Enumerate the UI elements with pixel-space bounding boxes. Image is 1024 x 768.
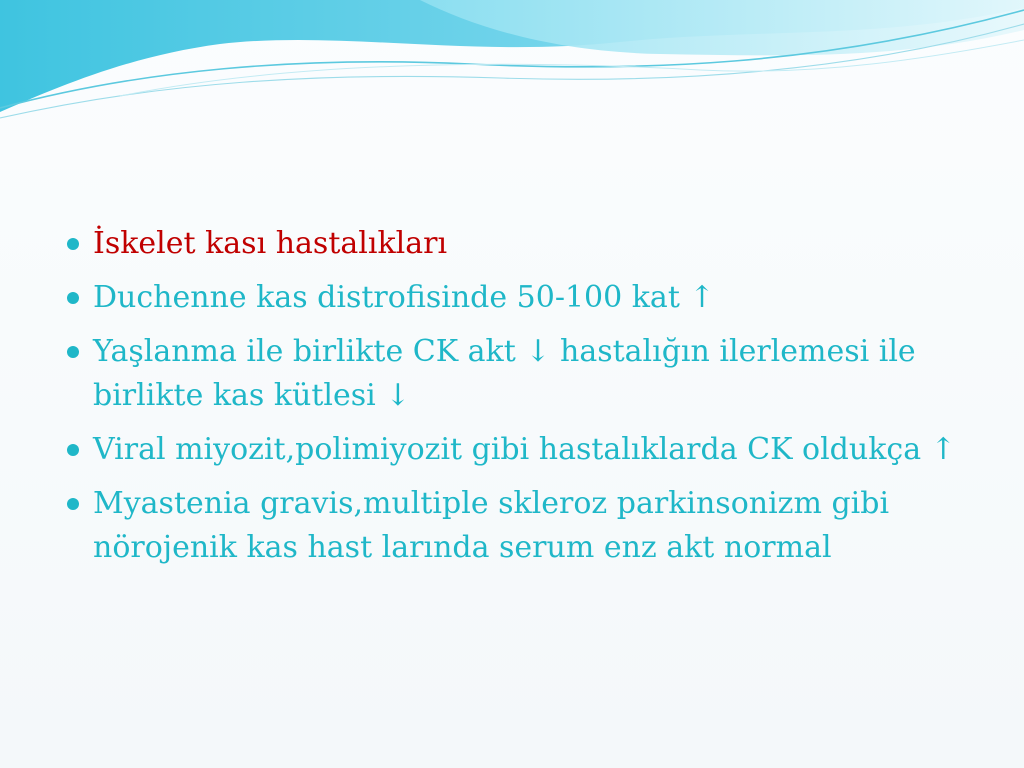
bullet-item: İskelet kası hastalıkları (64, 222, 964, 266)
bullet-list (64, 222, 964, 570)
decorative-wave-header (0, 0, 1024, 160)
bullet-item: Duchenne kas distrofisinde 50-100 kat ↑ (64, 276, 964, 320)
bullet-item: Myastenia gravis,multiple skleroz parkinsonizm gibi nörojenik kas hast larında serum enz akt normal (64, 482, 964, 570)
slide-body (64, 222, 964, 580)
bullet-item: Viral miyozit,polimiyozit gibi hastalıklarda CK oldukça ↑ (64, 428, 964, 472)
bullet-item: Yaşlanma ile birlikte CK akt ↓ hastalığın ilerlemesi ile birlikte kas kütlesi ↓ (64, 330, 964, 418)
